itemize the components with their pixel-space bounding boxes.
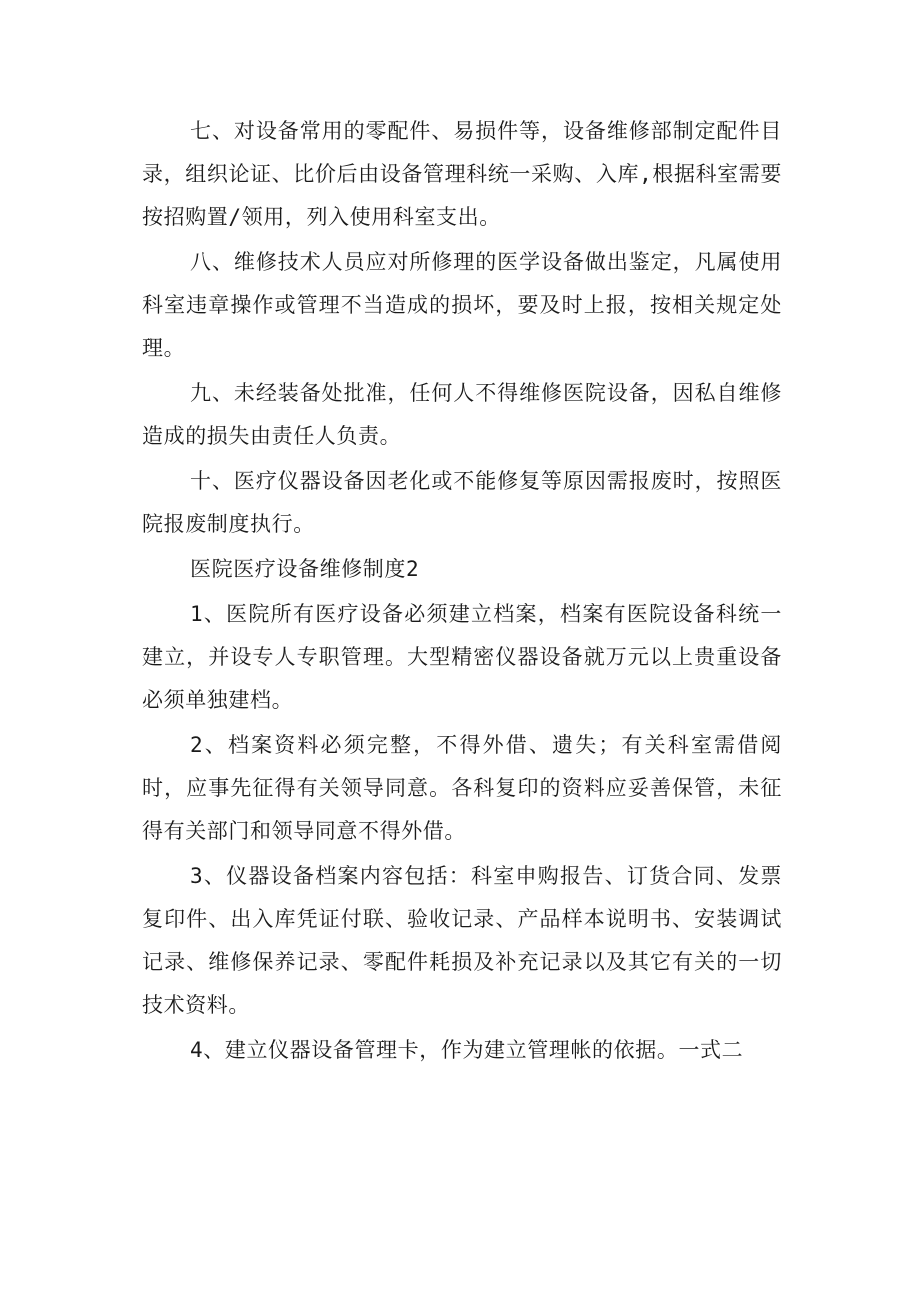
paragraph-item-8: 八、维修技术人员应对所修理的医学设备做出鉴定，凡属使用科室违章操作或管理不当造成的损坏，要及时上报，按相关规定处理。 [142, 250, 782, 360]
paragraph-item-9: 九、未经装备处批准，任何人不得维修医院设备，因私自维修造成的损失由责任人负责。 [142, 381, 782, 448]
paragraph-rule-4: 4、建立仪器设备管理卡，作为建立管理帐的依据。一式二 [190, 1038, 744, 1062]
paragraph-item-7: 七、对设备常用的零配件、易损件等，设备维修部制定配件目录，组织论证、比价后由设备管理科统一采购、入库,根据科室需要按招购置/领用，列入使用科室支出。 [142, 119, 782, 229]
section-heading: 医院医疗设备维修制度2 [190, 557, 420, 581]
document-body [142, 110, 782, 1074]
paragraph-item-10: 十、医疗仪器设备因老化或不能修复等原因需报废时，按照医院报废制度执行。 [142, 469, 782, 536]
paragraph-rule-1: 1、医院所有医疗设备必须建立档案，档案有医院设备科统一建立，并设专人专职管理。大型精密仪器设备就万元以上贵重设备必须单独建档。 [142, 602, 782, 712]
paragraph-rule-3: 3、仪器设备档案内容包括：科室申购报告、订货合同、发票复印件、出入库凭证付联、验收记录、产品样本说明书、安装调试记录、维修保养记录、零配件耗损及补充记录以及其它有关的一切技术资料。 [142, 864, 782, 1017]
paragraph-rule-2: 2、档案资料必须完整，不得外借、遗失；有关科室需借阅时，应事先征得有关领导同意。各科复印的资料应妥善保管，未征得有关部门和领导同意不得外借。 [142, 733, 782, 843]
